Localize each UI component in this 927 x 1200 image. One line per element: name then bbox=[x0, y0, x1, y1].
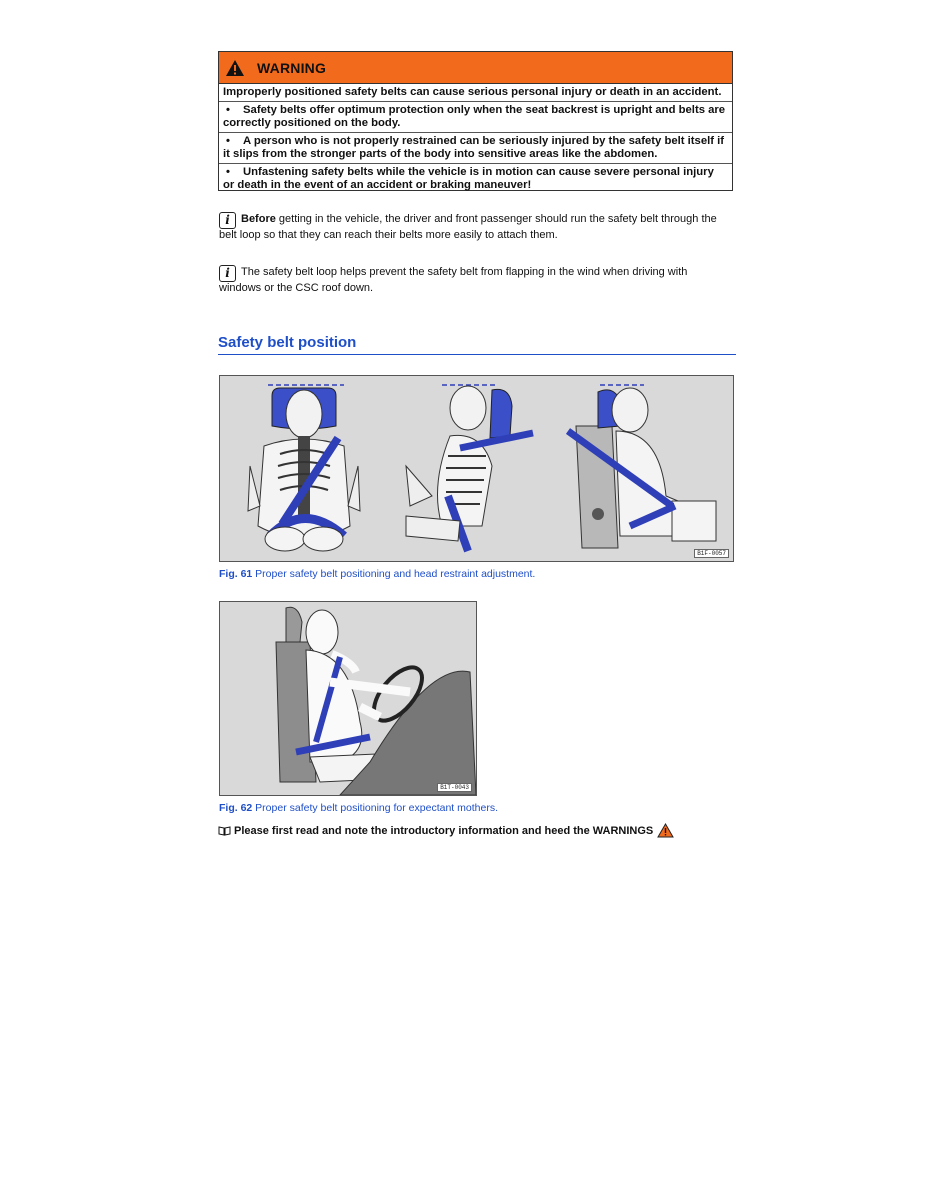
figure-62-caption: Fig. 62 Proper safety belt positioning for expectant mothers. bbox=[219, 802, 498, 814]
warning-header bbox=[219, 52, 732, 84]
warning-bullet: • Safety belts offer optimum protection only when the seat backrest is upright and belts are correctly positioned on the body. bbox=[219, 102, 732, 133]
expectant-mother-belt-illustration bbox=[220, 602, 476, 795]
warning-bullet: • Unfastening safety belts while the vehicle is in motion can cause severe personal injury or death in the event of an accident or braking maneuver! bbox=[223, 166, 714, 191]
warning-box bbox=[218, 51, 733, 191]
intro-reference: Please first read and note the introductory information and heed the WARNINGS bbox=[218, 823, 674, 838]
info-note: i The safety belt loop helps prevent the safety belt from flapping in the wind when driving with windows or the CSC roof down. bbox=[219, 265, 688, 294]
figure-61-caption: Fig. 61 Proper safety belt positioning and head restraint adjustment. bbox=[219, 568, 536, 580]
figure-61-illustration bbox=[219, 375, 734, 562]
info-icon: i bbox=[219, 212, 236, 229]
info-icon: i bbox=[219, 265, 236, 282]
book-icon bbox=[218, 826, 231, 836]
warning-lead: Improperly positioned safety belts can cause serious personal injury or death in an accident. bbox=[219, 84, 732, 102]
figure-62-illustration bbox=[219, 601, 477, 796]
warning-bullet: • A person who is not properly restrained can be seriously injured by the safety belt itself if it slips from the stronger parts of the body into sensitive areas like the abdomen. bbox=[219, 133, 732, 164]
figure-code: B1F-0057 bbox=[694, 549, 729, 558]
info-note: i Before getting in the vehicle, the driver and front passenger should run the safety belt through the belt loop so that they can reach their belts more easily to attach them. bbox=[219, 212, 717, 241]
warning-triangle-icon bbox=[225, 59, 245, 77]
warning-triangle-icon bbox=[657, 823, 674, 838]
figure-code: B1T-0043 bbox=[437, 783, 472, 792]
section-title: Safety belt position bbox=[218, 334, 736, 355]
belt-positioning-illustration bbox=[220, 376, 733, 561]
warning-title: WARNING bbox=[257, 59, 327, 76]
